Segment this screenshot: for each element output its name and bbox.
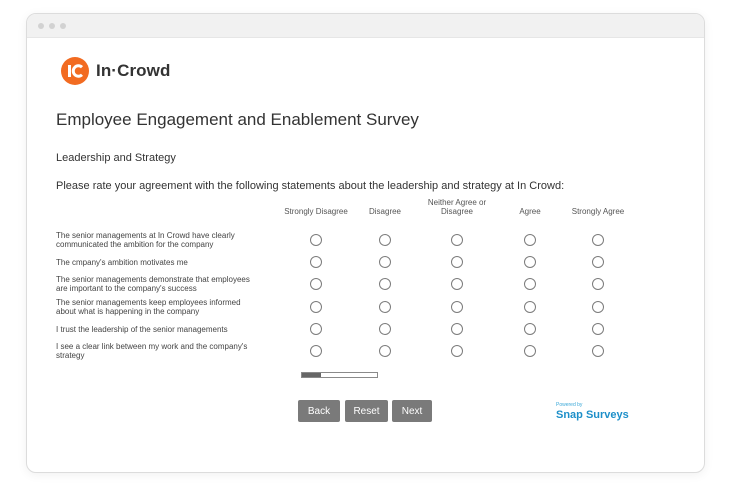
radio-strongly-agree[interactable] <box>592 278 604 290</box>
radio-disagree[interactable] <box>379 234 391 246</box>
radio-neither[interactable] <box>451 234 463 246</box>
radio-strongly-agree[interactable] <box>592 345 604 357</box>
question-label: The senior managements demonstrate that employees are important to the company's success <box>56 275 250 293</box>
radio-disagree[interactable] <box>379 323 391 335</box>
progress-bar <box>301 372 378 378</box>
radio-agree[interactable] <box>524 323 536 335</box>
column-header-neither: Neither Agree or Disagree <box>427 198 487 216</box>
radio-disagree[interactable] <box>379 278 391 290</box>
radio-neither[interactable] <box>451 278 463 290</box>
radio-strongly-disagree[interactable] <box>310 256 322 268</box>
question-label: I trust the leadership of the senior managements <box>56 324 228 334</box>
progress-fill <box>302 373 321 377</box>
radio-agree[interactable] <box>524 345 536 357</box>
column-header-strongly-disagree: Strongly Disagree <box>284 207 348 216</box>
column-header-agree: Agree <box>519 207 541 216</box>
question-label: I see a clear link between my work and the company's strategy <box>56 342 248 360</box>
radio-agree[interactable] <box>524 234 536 246</box>
window-minimize-dot[interactable] <box>49 23 55 29</box>
radio-neither[interactable] <box>451 256 463 268</box>
question-label: The cmpany's ambition motivates me <box>56 257 188 267</box>
column-header-strongly-agree: Strongly Agree <box>571 207 625 216</box>
section-title: Leadership and Strategy <box>56 152 176 164</box>
question-label: The senior managements at In Crowd have clearly communicated the ambition for the company <box>56 231 235 249</box>
radio-strongly-agree[interactable] <box>592 323 604 335</box>
snap-surveys-logo: Snap Surveys <box>556 409 629 421</box>
back-button[interactable]: Back <box>298 400 340 422</box>
radio-neither[interactable] <box>451 301 463 313</box>
radio-agree[interactable] <box>524 256 536 268</box>
radio-strongly-disagree[interactable] <box>310 301 322 313</box>
reset-button[interactable]: Reset <box>345 400 388 422</box>
incrowd-logo-icon <box>61 57 89 85</box>
powered-by-badge[interactable] <box>556 402 629 421</box>
survey-title: Employee Engagement and Enablement Survey <box>56 110 419 129</box>
radio-agree[interactable] <box>524 278 536 290</box>
radio-strongly-disagree[interactable] <box>310 278 322 290</box>
radio-strongly-agree[interactable] <box>592 234 604 246</box>
window-close-dot[interactable] <box>38 23 44 29</box>
radio-disagree[interactable] <box>379 256 391 268</box>
radio-neither[interactable] <box>451 345 463 357</box>
next-button[interactable]: Next <box>392 400 432 422</box>
window-titlebar <box>27 14 704 38</box>
radio-neither[interactable] <box>451 323 463 335</box>
radio-strongly-agree[interactable] <box>592 301 604 313</box>
brand-logo <box>61 57 170 85</box>
powered-by-label: Powered by <box>556 402 583 408</box>
radio-strongly-disagree[interactable] <box>310 323 322 335</box>
question-label: The senior managements keep employees informed about what is happening in the company <box>56 298 241 316</box>
radio-strongly-disagree[interactable] <box>310 234 322 246</box>
window-maximize-dot[interactable] <box>60 23 66 29</box>
radio-strongly-agree[interactable] <box>592 256 604 268</box>
survey-instructions: Please rate your agreement with the following statements about the leadership and strategy at In Crowd: <box>56 180 565 192</box>
radio-agree[interactable] <box>524 301 536 313</box>
radio-disagree[interactable] <box>379 345 391 357</box>
radio-strongly-disagree[interactable] <box>310 345 322 357</box>
brand-name: In·Crowd <box>96 61 171 80</box>
radio-disagree[interactable] <box>379 301 391 313</box>
column-header-disagree: Disagree <box>368 207 401 216</box>
